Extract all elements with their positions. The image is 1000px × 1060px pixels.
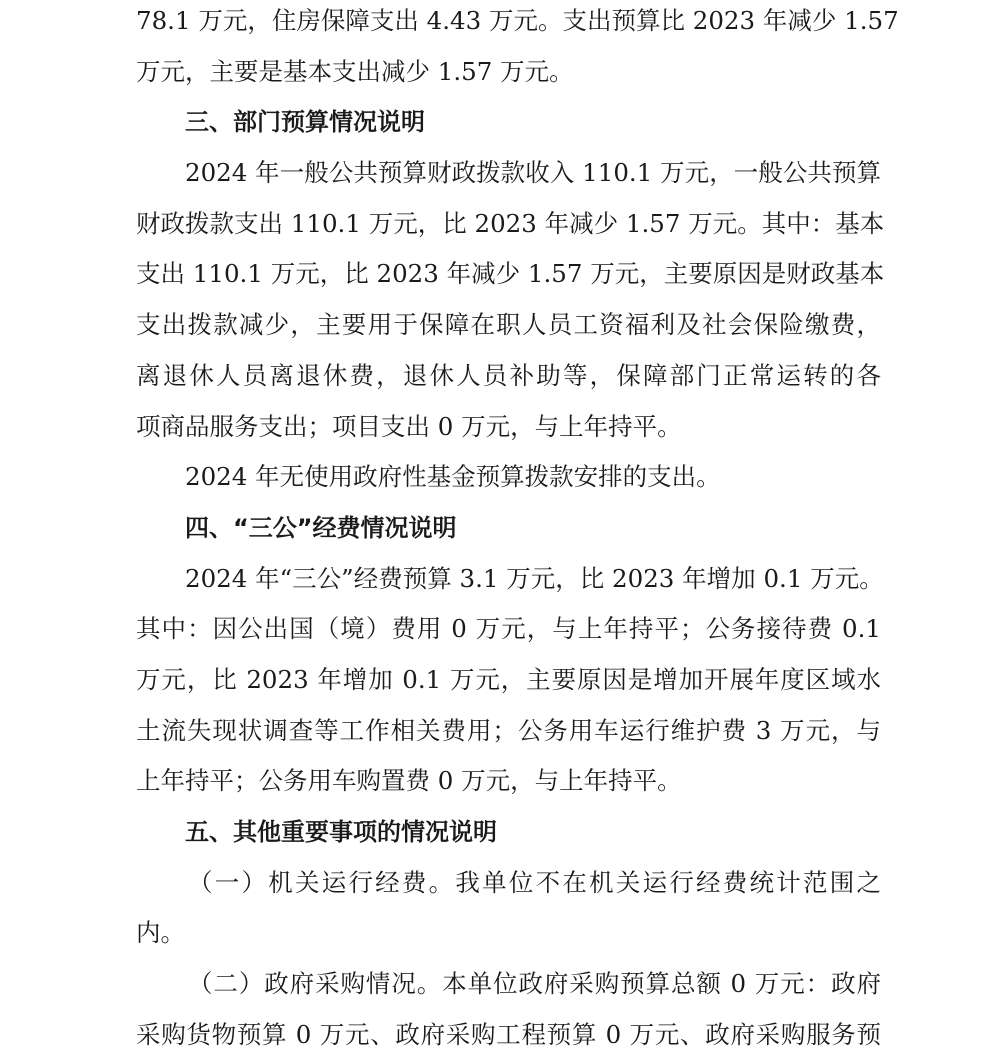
body-text-line: 2024 年“三公”经费预算 3.1 万元，比 2023 年增加 0.1 万元。 <box>185 563 884 593</box>
body-text-line: 土流失现状调查等工作相关费用；公务用车运行维护费 3 万元，与 <box>136 715 881 745</box>
subsection-line: （一）机关运行经费。我单位不在机关运行经费统计范围之 <box>188 867 881 897</box>
section-heading-4: 四、“三公”经费情况说明 <box>185 513 457 542</box>
body-text-line: 采购货物预算 0 万元、政府采购工程预算 0 万元、政府采购服务预 <box>136 1019 881 1049</box>
body-text-line: 上年持平；公务用车购置费 0 万元，与上年持平。 <box>136 766 682 796</box>
body-text-line: 支出拨款减少，主要用于保障在职人员工资福利及社会保险缴费， <box>136 310 881 340</box>
body-text-line: 支出 110.1 万元，比 2023 年减少 1.57 万元，主要原因是财政基本 <box>136 259 885 289</box>
body-text-line: 项商品服务支出；项目支出 0 万元，与上年持平。 <box>136 411 682 441</box>
body-text-line: 78.1 万元，住房保障支出 4.43 万元。支出预算比 2023 年减少 1.57 <box>136 6 899 35</box>
body-text-line: 其中：因公出国（境）费用 0 万元，与上年持平；公务接待费 0.1 <box>136 614 881 644</box>
body-text-line: 万元，主要是基本支出减少 1.57 万元。 <box>136 56 574 86</box>
body-text-line: 2024 年一般公共预算财政拨款收入 110.1 万元，一般公共预算 <box>185 158 881 188</box>
section-heading-3: 三、部门预算情况说明 <box>185 108 425 137</box>
section-heading-5: 五、其他重要事项的情况说明 <box>185 818 497 846</box>
document-page <box>136 0 899 1060</box>
body-text-line: 万元，比 2023 年增加 0.1 万元，主要原因是增加开展年度区域水 <box>136 664 881 694</box>
body-text-line: 2024 年无使用政府性基金预算拨款安排的支出。 <box>185 462 721 492</box>
body-text-line: 财政拨款支出 110.1 万元，比 2023 年减少 1.57 万元。其中：基本 <box>136 208 885 238</box>
subsection-line: （二）政府采购情况。本单位政府采购预算总额 0 万元：政府 <box>188 969 881 999</box>
body-text-line: 内。 <box>136 918 185 948</box>
body-text-line: 离退休人员离退休费，退休人员补助等，保障部门正常运转的各 <box>136 360 881 390</box>
